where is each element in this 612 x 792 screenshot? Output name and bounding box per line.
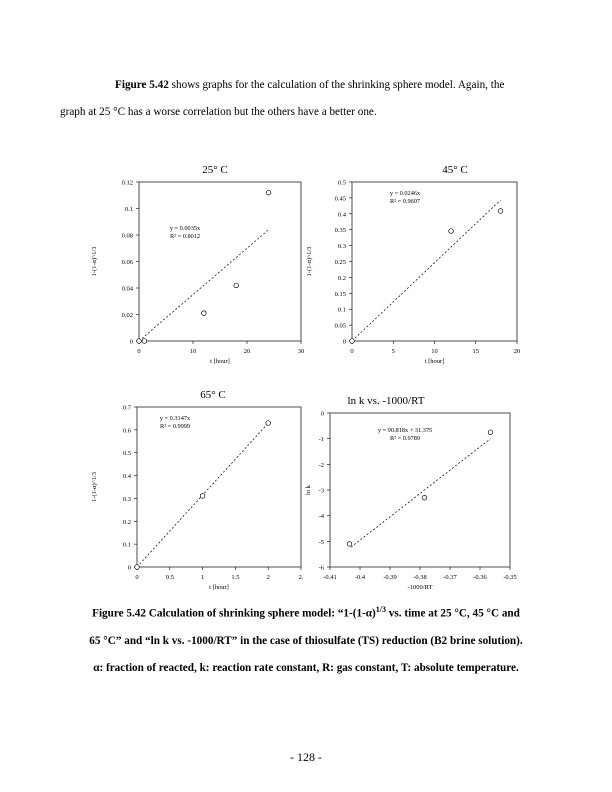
x-tick-label: 20 — [513, 348, 521, 355]
y-tick-label: -6 — [318, 564, 324, 572]
chart-title: 45° C — [442, 164, 468, 176]
y-tick-label: 0.15 — [334, 290, 346, 298]
body-paragraph — [60, 72, 552, 126]
x-tick-label: -0.4 — [354, 574, 366, 581]
y-tick-label: 0 — [342, 338, 346, 346]
y-tick-label: 0.08 — [121, 232, 133, 240]
trendline-r-squared: R² = 0.8012 — [169, 233, 201, 240]
y-tick-label: 0.3 — [122, 495, 131, 503]
y-tick-label: -5 — [318, 538, 324, 546]
figure-reference: Figure 5.42 — [115, 79, 169, 91]
chart-title: 65° C — [200, 389, 226, 401]
y-tick-label: 0.1 — [122, 541, 131, 549]
trendline-equation: y = 0.0246x — [389, 190, 421, 197]
data-point — [137, 339, 142, 344]
chart-title: 25° C — [202, 164, 228, 176]
x-tick-label: 0 — [137, 348, 141, 355]
y-tick-label: 0.35 — [334, 227, 346, 235]
figure-caption — [60, 596, 552, 682]
y-tick-label: 0.45 — [334, 195, 346, 203]
x-axis-label: t [hour] — [424, 358, 445, 365]
y-tick-label: 0.25 — [334, 259, 346, 266]
y-tick-label: 0.3 — [337, 243, 346, 251]
y-tick-label: -2 — [318, 461, 324, 469]
trendline-r-squared: R² = 0.9789 — [389, 435, 421, 442]
x-tick-label: 20 — [243, 348, 251, 355]
data-point — [266, 190, 271, 195]
x-tick-label: -0.38 — [413, 574, 427, 581]
data-point — [135, 565, 140, 570]
y-axis-label: 1-(1-α)^1/3 — [91, 246, 98, 277]
chart-25c — [90, 155, 320, 370]
chart-65c — [90, 380, 320, 595]
y-tick-label: 0.2 — [337, 274, 346, 282]
y-tick-label: 0.5 — [337, 179, 346, 187]
data-point — [350, 339, 355, 344]
data-point — [142, 339, 147, 344]
y-tick-label: 0.6 — [122, 427, 131, 435]
x-tick-label: 1.5 — [231, 574, 240, 581]
y-tick-label: 0.02 — [121, 312, 133, 319]
x-tick-label: 10 — [431, 348, 438, 355]
y-tick-label: 0.4 — [122, 473, 131, 481]
body-text-line: shows graphs for the calculation of the shrinking sphere model. Again, the — [168, 79, 505, 91]
x-tick-label: 5 — [391, 348, 395, 355]
x-tick-label: 2. — [298, 574, 304, 581]
page-number: - 128 - — [290, 750, 322, 764]
y-tick-label: 0.2 — [122, 518, 131, 526]
caption-line: Figure 5.42 Calculation of shrinking sphere model: “1-(1-α) — [92, 607, 376, 620]
data-point — [200, 494, 205, 499]
chart-45c — [305, 155, 535, 370]
y-tick-label: 0.4 — [337, 211, 346, 219]
x-tick-label: 0 — [135, 574, 139, 581]
x-tick-label: 0.5 — [165, 574, 174, 581]
y-axis-label: 1-(1-α)^1/3 — [91, 472, 98, 502]
plot-area — [137, 407, 301, 567]
chart-title: ln k vs. -1000/RT — [347, 395, 425, 407]
y-axis-label: ln k — [305, 485, 312, 495]
caption-line: vs. time at 25 °C, 45 °C and — [386, 607, 520, 620]
trendline-r-squared: R² = 0.9607 — [389, 198, 421, 205]
x-tick-label: -0.36 — [473, 574, 487, 581]
y-tick-label: 0.06 — [121, 259, 133, 266]
data-point — [266, 421, 271, 426]
y-tick-label: -4 — [318, 513, 324, 521]
y-tick-label: 0.7 — [122, 404, 131, 412]
data-point — [202, 311, 207, 316]
x-tick-label: 30 — [297, 348, 305, 355]
y-tick-label: 0.12 — [121, 179, 133, 187]
data-point — [449, 229, 454, 234]
trendline-equation: y = 90.818x + 31.375 — [377, 427, 433, 434]
data-point — [422, 495, 427, 500]
x-axis-label: t [hour] — [209, 584, 229, 591]
data-point — [347, 542, 352, 547]
trendline-equation: y = 0.3147x — [159, 415, 191, 422]
y-tick-label: -3 — [318, 487, 324, 495]
x-tick-label: 15 — [472, 348, 479, 355]
x-axis-label: t [hour] — [210, 358, 230, 365]
x-tick-label: -0.39 — [383, 574, 397, 581]
y-tick-label: 0 — [127, 564, 131, 572]
chart-arrhenius — [300, 380, 540, 595]
x-tick-label: -0.41 — [323, 574, 337, 581]
caption-line: α: fraction of reacted, k: reaction rate constant, R: gas constant, T: absolute temperature. — [93, 661, 519, 674]
y-axis-label: 1-(1-α)^1/3 — [306, 246, 313, 277]
y-tick-label: 0 — [129, 338, 133, 346]
data-point — [234, 283, 239, 288]
x-tick-label: 10 — [189, 348, 197, 355]
y-tick-label: 0.5 — [122, 450, 131, 458]
x-tick-label: -0.37 — [443, 574, 457, 581]
plot-area — [352, 182, 517, 341]
y-tick-label: 0.05 — [334, 322, 346, 330]
plot-area — [139, 182, 301, 341]
x-tick-label: 1 — [200, 574, 205, 581]
x-axis-label: -1000/RT — [407, 584, 433, 591]
x-tick-label: 2 — [266, 574, 270, 581]
y-tick-label: 0 — [320, 410, 324, 418]
x-tick-label: -0.35 — [503, 574, 517, 581]
x-tick-label: 0 — [350, 348, 354, 355]
y-tick-label: 0.1 — [337, 306, 346, 314]
data-point — [498, 209, 503, 214]
caption-line: 65 °C” and “ln k vs. -1000/RT” in the case of thiosulfate (TS) reduction (B2 brine solution). — [89, 634, 523, 647]
y-tick-label: 0.04 — [121, 285, 133, 293]
caption-superscript: 1/3 — [375, 605, 386, 614]
trendline-r-squared: R² = 0.9999 — [159, 423, 191, 430]
data-point — [488, 430, 493, 435]
y-tick-label: -1 — [318, 436, 324, 444]
y-tick-label: 0.1 — [124, 206, 133, 213]
trendline-equation: y = 0.0035x — [169, 225, 201, 232]
body-text-line: graph at 25 °C has a worse correlation but the others have a better one. — [60, 106, 377, 118]
